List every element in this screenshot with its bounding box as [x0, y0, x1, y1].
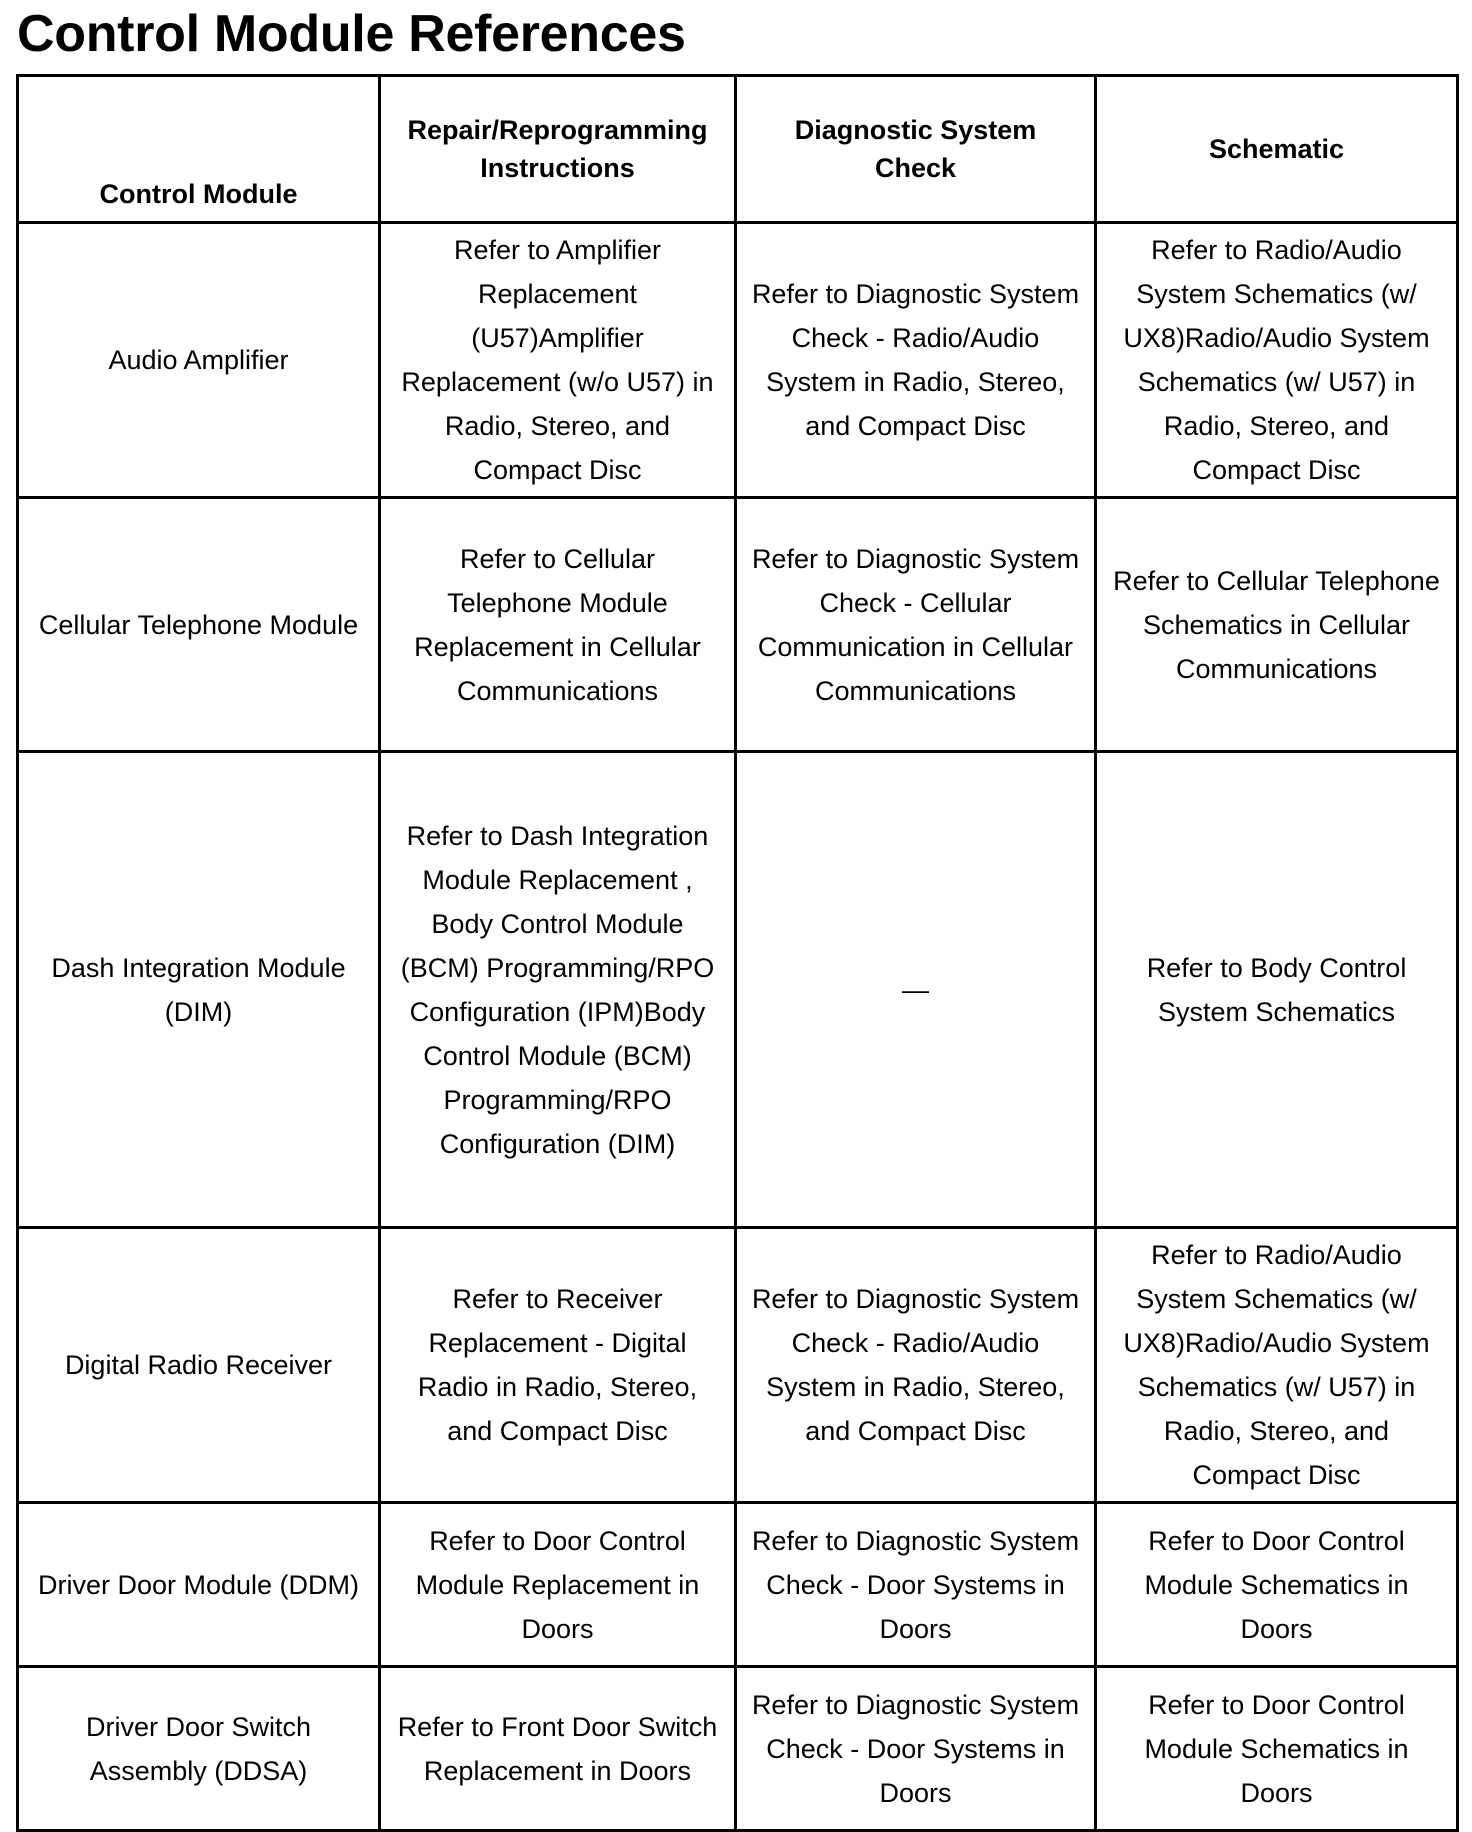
cell-schematic: Refer to Door Control Module Schematics in Doors: [1096, 1503, 1458, 1667]
header-repair-instructions: Repair/Reprogramming Instructions: [380, 76, 736, 223]
cell-schematic: Refer to Door Control Module Schematics in Doors: [1096, 1667, 1458, 1831]
cell-schematic: Refer to Body Control System Schematics: [1096, 752, 1458, 1228]
cell-diagnostic-check: —: [736, 752, 1096, 1228]
table-row: [18, 223, 1458, 498]
table-row: [18, 1228, 1458, 1503]
cell-schematic: Refer to Radio/Audio System Schematics (w/ UX8)Radio/Audio System Schematics (w/ U57) in Radio, Stereo, and Compact Disc: [1096, 223, 1458, 498]
cell-control-module: Driver Door Module (DDM): [18, 1503, 380, 1667]
table-header-row: [18, 76, 1458, 223]
cell-schematic: Refer to Cellular Telephone Schematics in Cellular Communications: [1096, 498, 1458, 752]
cell-diagnostic-check: Refer to Diagnostic System Check - Cellular Communication in Cellular Communications: [736, 498, 1096, 752]
table-row: [18, 752, 1458, 1228]
cell-repair-instructions: Refer to Receiver Replacement - Digital Radio in Radio, Stereo, and Compact Disc: [380, 1228, 736, 1503]
cell-control-module: Driver Door Switch Assembly (DDSA): [18, 1667, 380, 1831]
cell-schematic: Refer to Radio/Audio System Schematics (w/ UX8)Radio/Audio System Schematics (w/ U57) in Radio, Stereo, and Compact Disc: [1096, 1228, 1458, 1503]
cell-repair-instructions: Refer to Front Door Switch Replacement in Doors: [380, 1667, 736, 1831]
cell-control-module: Cellular Telephone Module: [18, 498, 380, 752]
table-row: [18, 498, 1458, 752]
cell-diagnostic-check: Refer to Diagnostic System Check - Door Systems in Doors: [736, 1503, 1096, 1667]
cell-diagnostic-check: Refer to Diagnostic System Check - Radio/Audio System in Radio, Stereo, and Compact Disc: [736, 223, 1096, 498]
cell-control-module: Digital Radio Receiver: [18, 1228, 380, 1503]
cell-repair-instructions: Refer to Dash Integration Module Replacement , Body Control Module (BCM) Programming/RPO Configuration (IPM)Body Control Module (BCM) Programming/RPO Configuration (DIM): [380, 752, 736, 1228]
table-row: [18, 1667, 1458, 1831]
cell-repair-instructions: Refer to Cellular Telephone Module Replacement in Cellular Communications: [380, 498, 736, 752]
cell-diagnostic-check: Refer to Diagnostic System Check - Radio/Audio System in Radio, Stereo, and Compact Disc: [736, 1228, 1096, 1503]
cell-control-module: Audio Amplifier: [18, 223, 380, 498]
header-control-module: Control Module: [18, 76, 380, 223]
header-schematic: Schematic: [1096, 76, 1458, 223]
cell-control-module: Dash Integration Module (DIM): [18, 752, 380, 1228]
header-diagnostic-check: Diagnostic System Check: [736, 76, 1096, 223]
table-row: [18, 1503, 1458, 1667]
cell-repair-instructions: Refer to Amplifier Replacement (U57)Amplifier Replacement (w/o U57) in Radio, Stereo, and Compact Disc: [380, 223, 736, 498]
cell-repair-instructions: Refer to Door Control Module Replacement in Doors: [380, 1503, 736, 1667]
control-module-table: [16, 74, 1459, 1832]
page-title: Control Module References: [17, 5, 686, 63]
cell-diagnostic-check: Refer to Diagnostic System Check - Door Systems in Doors: [736, 1667, 1096, 1831]
